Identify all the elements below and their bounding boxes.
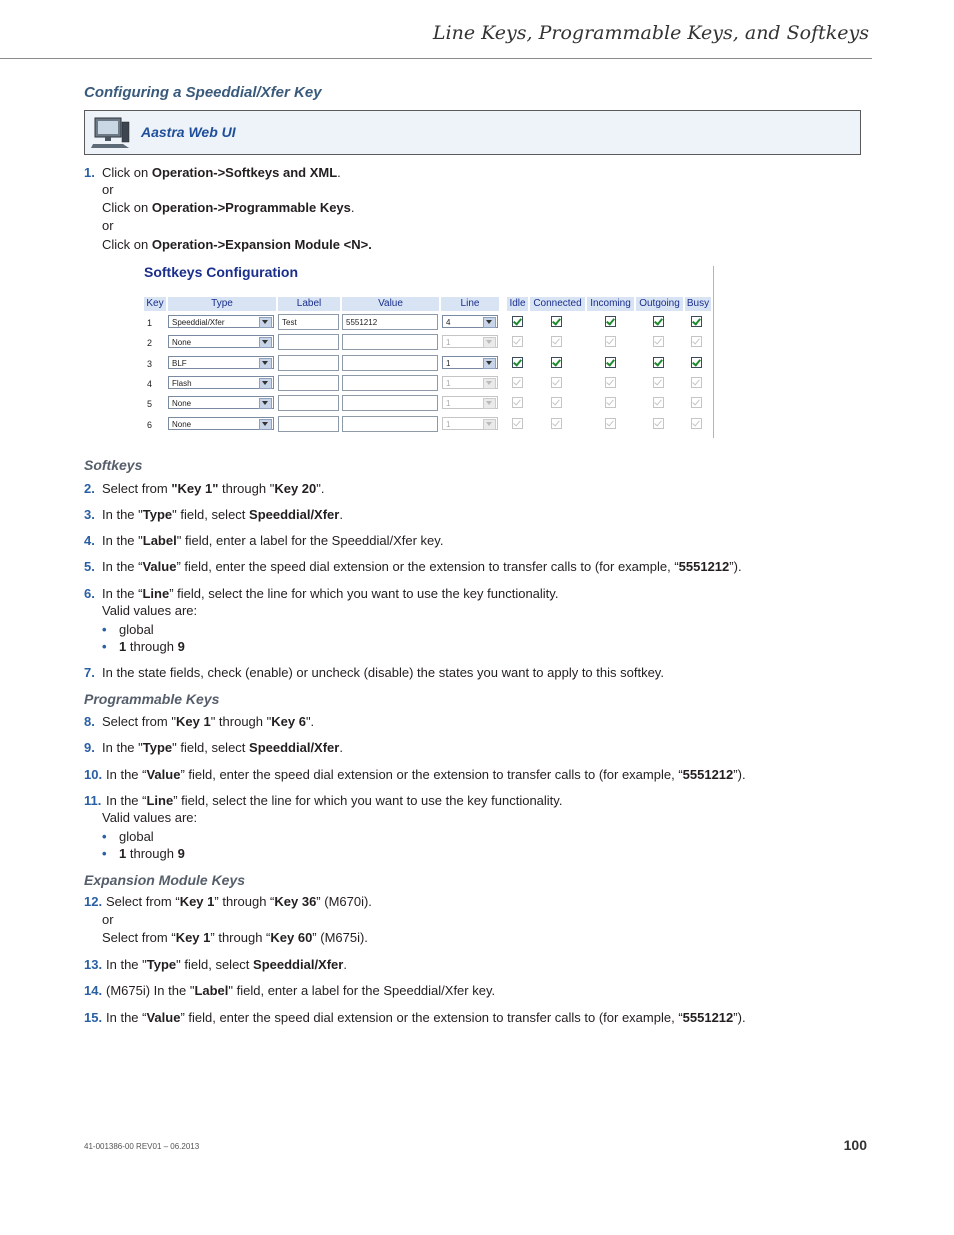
outgoing-checkbox[interactable] bbox=[653, 397, 664, 408]
col-header-label: Label bbox=[278, 297, 340, 311]
type-select-value: None bbox=[172, 338, 192, 348]
value-input[interactable]: 5551212 bbox=[342, 314, 438, 330]
chevron-down-icon bbox=[259, 317, 272, 328]
type-select[interactable] bbox=[168, 315, 274, 328]
type-select-value: BLF bbox=[172, 358, 187, 368]
line-select[interactable] bbox=[442, 396, 498, 409]
type-select-value: None bbox=[172, 399, 192, 409]
busy-checkbox[interactable] bbox=[691, 357, 702, 368]
outgoing-checkbox[interactable] bbox=[653, 418, 664, 429]
key-number: 2 bbox=[147, 338, 153, 349]
outgoing-checkbox[interactable] bbox=[653, 316, 664, 327]
line-select-value: 1 bbox=[446, 358, 451, 368]
type-select[interactable] bbox=[168, 396, 274, 409]
idle-checkbox[interactable] bbox=[512, 377, 523, 388]
step-number: 9. bbox=[84, 740, 95, 755]
subheading-programmable-keys: Programmable Keys bbox=[84, 691, 220, 707]
bullet-icon: • bbox=[102, 622, 107, 637]
incoming-checkbox[interactable] bbox=[605, 397, 616, 408]
web-ui-callout bbox=[84, 110, 861, 155]
line-select-value: 4 bbox=[446, 318, 451, 327]
outgoing-checkbox[interactable] bbox=[653, 377, 664, 388]
computer-icon bbox=[91, 116, 131, 149]
line-select-value: 1 bbox=[446, 399, 451, 409]
chevron-down-icon bbox=[483, 398, 496, 409]
label-input[interactable] bbox=[278, 375, 339, 391]
chapter-title: Line Keys, Programmable Keys, and Softkeys bbox=[432, 22, 869, 44]
type-select-value: Flash bbox=[172, 378, 192, 388]
step-text: In the "Label" field, enter a label for the Speeddial/Xfer key. bbox=[102, 533, 444, 548]
or-text: or bbox=[102, 218, 114, 233]
step-number: 8. bbox=[84, 714, 95, 729]
key-number: 1 bbox=[147, 318, 153, 328]
value-input[interactable] bbox=[342, 395, 438, 411]
or-text: or bbox=[102, 912, 114, 927]
chevron-down-icon bbox=[483, 358, 496, 369]
subheading-softkeys: Softkeys bbox=[84, 457, 143, 473]
bullet-icon: • bbox=[102, 639, 107, 654]
page-number: 100 bbox=[843, 1137, 867, 1153]
connected-checkbox[interactable] bbox=[551, 418, 562, 429]
step-number: 13. bbox=[84, 957, 103, 972]
label-input[interactable] bbox=[278, 334, 339, 350]
step-text: In the “Value” field, enter the speed dial extension or the extension to transfer calls to (for example, “5551212”). bbox=[102, 559, 742, 574]
step-text: In the “Line” field, select the line for which you want to use the key functionality. bbox=[102, 586, 559, 601]
type-select-value: None bbox=[172, 419, 192, 429]
step-number: 4. bbox=[84, 533, 95, 548]
step-number: 14. bbox=[84, 983, 103, 998]
incoming-checkbox[interactable] bbox=[605, 316, 616, 327]
col-header-incoming: Incoming bbox=[587, 297, 634, 311]
busy-checkbox[interactable] bbox=[691, 336, 702, 347]
line-select[interactable] bbox=[442, 417, 498, 430]
step-text: In the "Type" field, select Speeddial/Xfer. bbox=[102, 740, 343, 755]
step-text: Select from "Key 1" through "Key 6". bbox=[102, 714, 315, 729]
key-number: 4 bbox=[147, 378, 153, 389]
step-text: In the “Value” field, enter the speed dial extension or the extension to transfer calls to (for example, “5551212”). bbox=[106, 767, 746, 782]
step-text: Click on Operation->Expansion Module <N>. bbox=[102, 237, 372, 252]
header-rule bbox=[0, 58, 872, 59]
connected-checkbox[interactable] bbox=[551, 316, 562, 327]
line-select[interactable] bbox=[442, 335, 498, 348]
col-header-value: Value bbox=[342, 297, 439, 311]
label-input[interactable] bbox=[278, 416, 339, 432]
step-text: In the “Value” field, enter the speed dial extension or the extension to transfer calls to (for example, “5551212”). bbox=[106, 1010, 746, 1025]
busy-checkbox[interactable] bbox=[691, 418, 702, 429]
chevron-down-icon bbox=[259, 378, 272, 389]
softkeys-config-title: Softkeys Configuration bbox=[144, 264, 299, 280]
value-input[interactable] bbox=[342, 416, 438, 432]
col-header-type: Type bbox=[168, 297, 276, 311]
valid-values-text: Valid values are: bbox=[102, 603, 198, 618]
step-number: 6. bbox=[84, 586, 95, 601]
connected-checkbox[interactable] bbox=[551, 336, 562, 347]
idle-checkbox[interactable] bbox=[512, 336, 523, 347]
step-text: In the "Type" field, select Speeddial/Xfer. bbox=[106, 957, 347, 972]
key-number: 3 bbox=[147, 358, 153, 369]
chevron-down-icon bbox=[483, 419, 496, 430]
or-text: or bbox=[102, 182, 114, 197]
line-select[interactable] bbox=[442, 376, 498, 389]
type-select[interactable] bbox=[168, 335, 274, 348]
incoming-checkbox[interactable] bbox=[605, 357, 616, 368]
step-number: 2. bbox=[84, 481, 95, 496]
value-input[interactable] bbox=[342, 334, 438, 350]
incoming-checkbox[interactable] bbox=[605, 336, 616, 347]
connected-checkbox[interactable] bbox=[551, 397, 562, 408]
line-select-value: 1 bbox=[446, 419, 451, 429]
col-header-outgoing: Outgoing bbox=[636, 297, 683, 311]
step-number: 11. bbox=[84, 793, 102, 808]
idle-checkbox[interactable] bbox=[512, 418, 523, 429]
type-select[interactable] bbox=[168, 376, 274, 389]
type-select[interactable] bbox=[168, 417, 274, 430]
step-text: Click on Operation->Programmable Keys. bbox=[102, 200, 355, 215]
subheading-expansion-module-keys: Expansion Module Keys bbox=[84, 872, 246, 888]
busy-checkbox[interactable] bbox=[691, 397, 702, 408]
step-number: 5. bbox=[84, 559, 95, 574]
value-input[interactable] bbox=[342, 375, 438, 391]
step-text: In the state fields, check (enable) or uncheck (disable) the states you want to apply to this softkey. bbox=[102, 665, 664, 680]
bullet-text: global bbox=[119, 622, 154, 637]
busy-checkbox[interactable] bbox=[691, 377, 702, 388]
step-text: Select from “Key 1” through “Key 36” (M670i). bbox=[106, 894, 372, 909]
chevron-down-icon bbox=[483, 337, 496, 348]
col-header-connected: Connected bbox=[530, 297, 585, 311]
idle-checkbox[interactable] bbox=[512, 397, 523, 408]
bullet-icon: • bbox=[102, 846, 107, 861]
col-header-idle: Idle bbox=[507, 297, 528, 311]
incoming-checkbox[interactable] bbox=[605, 377, 616, 388]
chevron-down-icon bbox=[259, 398, 272, 409]
step-number: 1. bbox=[84, 165, 95, 180]
col-header-key: Key bbox=[144, 297, 166, 311]
step-text: Select from "Key 1" through "Key 20". bbox=[102, 481, 325, 496]
value-input[interactable] bbox=[342, 355, 438, 371]
type-select[interactable] bbox=[168, 356, 274, 369]
step-text: Click on Operation->Softkeys and XML. bbox=[102, 165, 341, 180]
line-select-value: 1 bbox=[446, 338, 451, 348]
busy-checkbox[interactable] bbox=[691, 316, 702, 327]
section-title: Configuring a Speeddial/Xfer Key bbox=[84, 84, 322, 101]
col-header-line: Line bbox=[441, 297, 499, 311]
line-select[interactable] bbox=[442, 315, 498, 328]
step-number: 10. bbox=[84, 767, 103, 782]
step-number: 15. bbox=[84, 1010, 103, 1025]
chevron-down-icon bbox=[259, 358, 272, 369]
step-text: In the “Line” field, select the line for which you want to use the key functionality. bbox=[106, 793, 563, 808]
col-header-busy: Busy bbox=[686, 298, 710, 309]
chevron-down-icon bbox=[259, 337, 272, 348]
type-select-value: Speeddial/Xfer bbox=[172, 318, 225, 327]
bullet-text: 1 through 9 bbox=[119, 639, 185, 654]
connected-checkbox[interactable] bbox=[551, 377, 562, 388]
chevron-down-icon bbox=[483, 317, 496, 328]
line-select-value: 1 bbox=[446, 378, 451, 388]
key-number: 6 bbox=[147, 419, 153, 430]
step-number: 7. bbox=[84, 665, 95, 680]
document-id: 41-001386-00 REV01 – 06.2013 bbox=[84, 1142, 200, 1151]
idle-checkbox[interactable] bbox=[512, 357, 523, 368]
step-number: 12. bbox=[84, 894, 103, 909]
label-input[interactable] bbox=[278, 395, 339, 411]
line-select[interactable] bbox=[442, 356, 498, 369]
step-text: In the "Type" field, select Speeddial/Xfer. bbox=[102, 507, 343, 522]
valid-values-text: Valid values are: bbox=[102, 810, 198, 825]
key-number: 5 bbox=[147, 399, 153, 410]
incoming-checkbox[interactable] bbox=[605, 418, 616, 429]
idle-checkbox[interactable] bbox=[512, 316, 523, 327]
label-input[interactable] bbox=[278, 355, 339, 371]
outgoing-checkbox[interactable] bbox=[653, 336, 664, 347]
chevron-down-icon bbox=[483, 378, 496, 389]
bullet-icon: • bbox=[102, 829, 107, 844]
outgoing-checkbox[interactable] bbox=[653, 357, 664, 368]
web-ui-label: Aastra Web UI bbox=[141, 124, 236, 140]
step-number: 3. bbox=[84, 507, 95, 522]
label-input[interactable]: Test bbox=[278, 314, 339, 330]
connected-checkbox[interactable] bbox=[551, 357, 562, 368]
step-text: (M675i) In the "Label" field, enter a label for the Speeddial/Xfer key. bbox=[106, 983, 496, 998]
step-text: Select from “Key 1” through “Key 60” (M675i). bbox=[102, 930, 368, 945]
bullet-text: global bbox=[119, 829, 154, 844]
bullet-text: 1 through 9 bbox=[119, 846, 185, 861]
chevron-down-icon bbox=[259, 419, 272, 430]
